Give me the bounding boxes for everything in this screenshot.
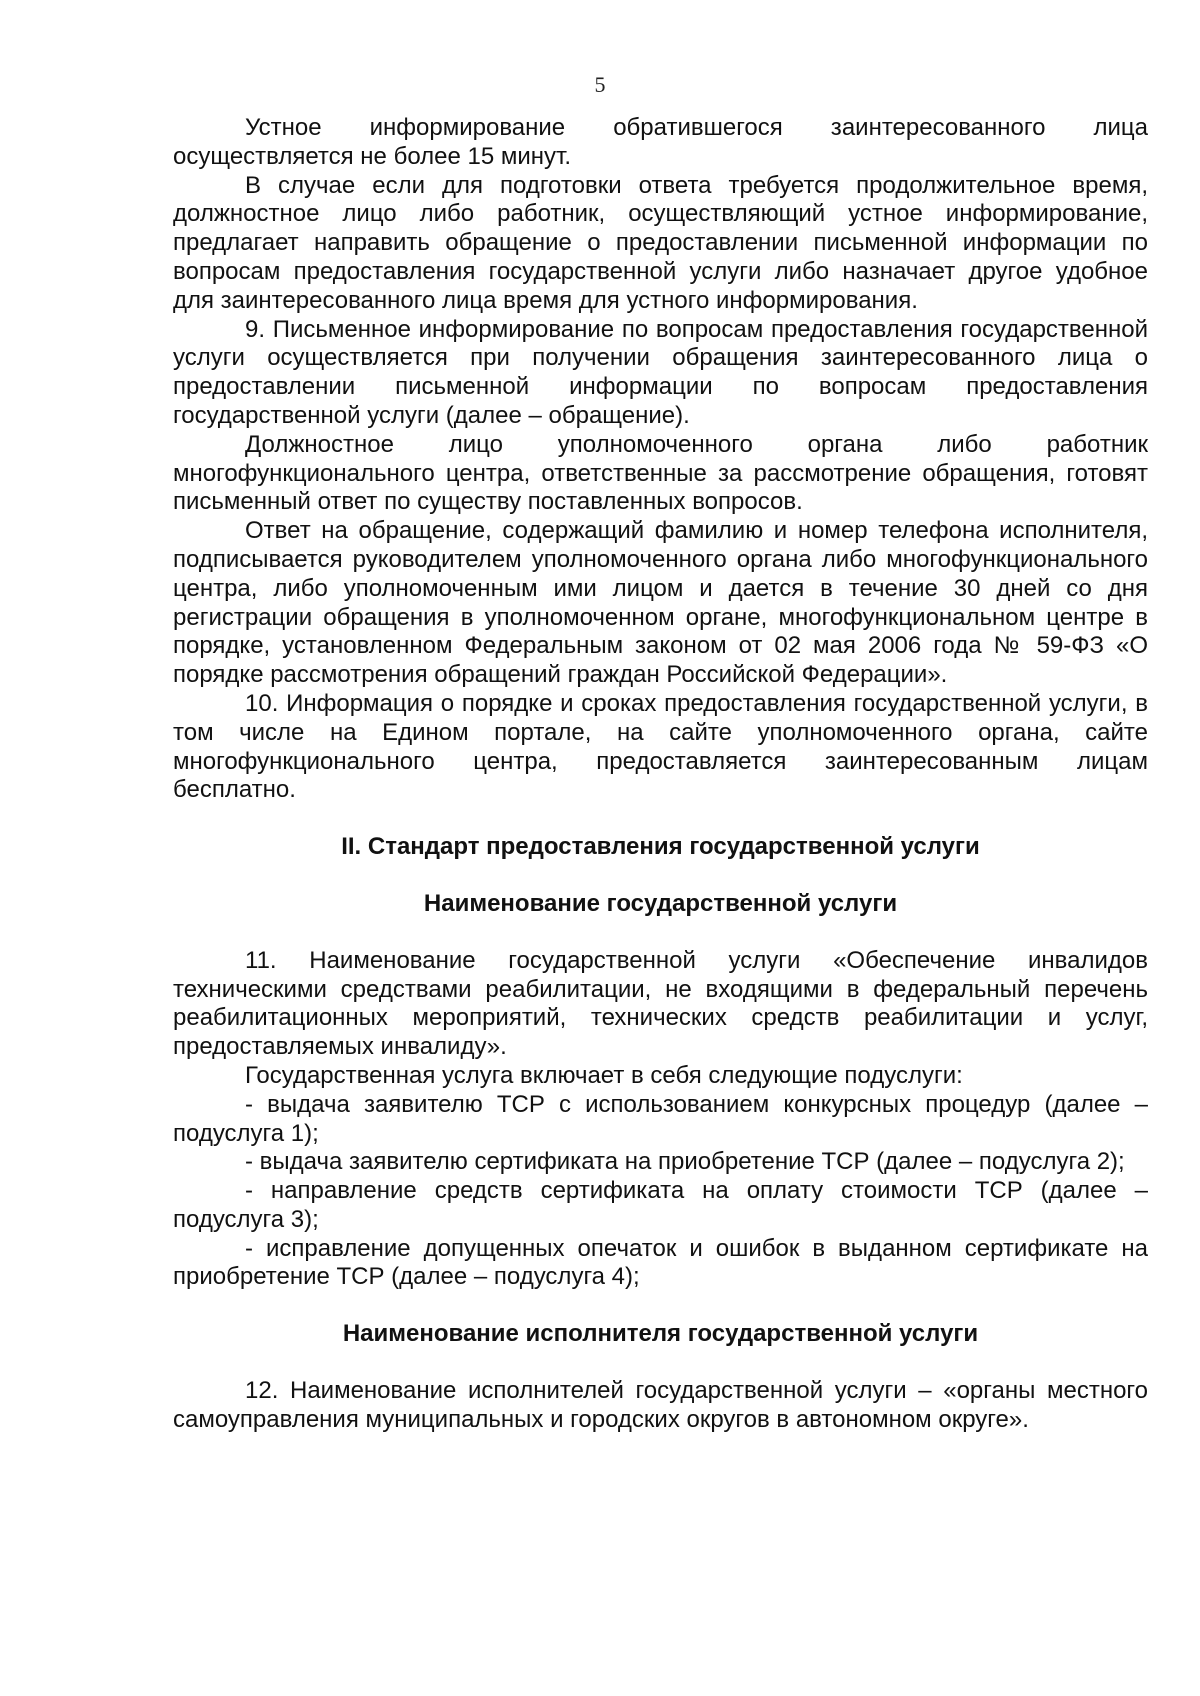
section-title: II. Стандарт предоставления государственной услуги (341, 833, 980, 861)
paragraph: Ответ на обращение, содержащий фамилию и номер телефона исполнителя, подписывается руководителем уполномоченного органа либо многофункционального центра, либо уполномоченным ими лицом и дается в течение 30 дней со дня регистрации обращения в уполномоченном органе, многофункциональном центре в порядке, установленном Федеральным законом от 02 мая 2006 года № 59-ФЗ «О порядке рассмотрения обращений граждан Российской Федерации». (173, 517, 1148, 689)
list-item: - выдача заявителю ТСР с использованием конкурсных процедур (далее – подуслуга 1); (173, 1090, 1148, 1147)
paragraph: 9. Письменное информирование по вопросам предоставления государственной услуги осуществляется при получении обращения заинтересованного лица о предоставлении письменной информации по вопросам предоставления государственной услуги (далее – обращение). (173, 315, 1148, 429)
list-item: - исправление допущенных опечаток и ошибок в выданном сертификате на приобретение ТСР (далее – подуслуга 4); (173, 1234, 1148, 1291)
paragraph: В случае если для подготовки ответа требуется продолжительное время, должностное лицо либо работник, осуществляющий устное информирование, предлагает направить обращение о предоставлении письменной информации по вопросам предоставления государственной услуги либо назначает другое удобное для заинтересованного лица время для устного информирования. (173, 171, 1148, 314)
paragraph: Государственная услуга включает в себя следующие подуслуги: (245, 1061, 963, 1089)
paragraph: Должностное лицо уполномоченного органа либо работник многофункционального центра, ответственные за рассмотрение обращения, готовят письменный ответ по существу поставленных вопросов. (173, 430, 1148, 516)
paragraph: 12. Наименование исполнителей государственной услуги – «органы местного самоуправления муниципальных и городских округов в автономном округе». (173, 1377, 1148, 1433)
subsection-title: Наименование государственной услуги (423, 889, 898, 917)
list-item: - направление средств сертификата на оплату стоимости ТСР (далее – подуслуга 3); (173, 1177, 1148, 1233)
paragraph: 10. Информация о порядке и сроках предоставления государственной услуги, в том числе на Едином портале, на сайте уполномоченного органа, сайте многофункционального центра, предоставляется заинтересованным лицам бесплатно. (173, 689, 1148, 804)
paragraph: 11. Наименование государственной услуги «Обеспечение инвалидов техническими средствами реабилитации, не входящими в федеральный перечень реабилитационных мероприятий, технических средств реабилитации и услуг, предоставляемых инвалиду». (173, 946, 1148, 1061)
subsection-title: Наименование исполнителя государственной услуги (342, 1320, 979, 1348)
list-item: - выдача заявителю сертификата на приобретение ТСР (далее – подуслуга 2); (245, 1148, 1125, 1176)
page-number: 5 (594, 72, 606, 97)
document-body (173, 114, 1148, 1435)
paragraph: Устное информирование обратившегося заинтересованного лица осуществляется не более 15 минут. (173, 114, 1148, 170)
